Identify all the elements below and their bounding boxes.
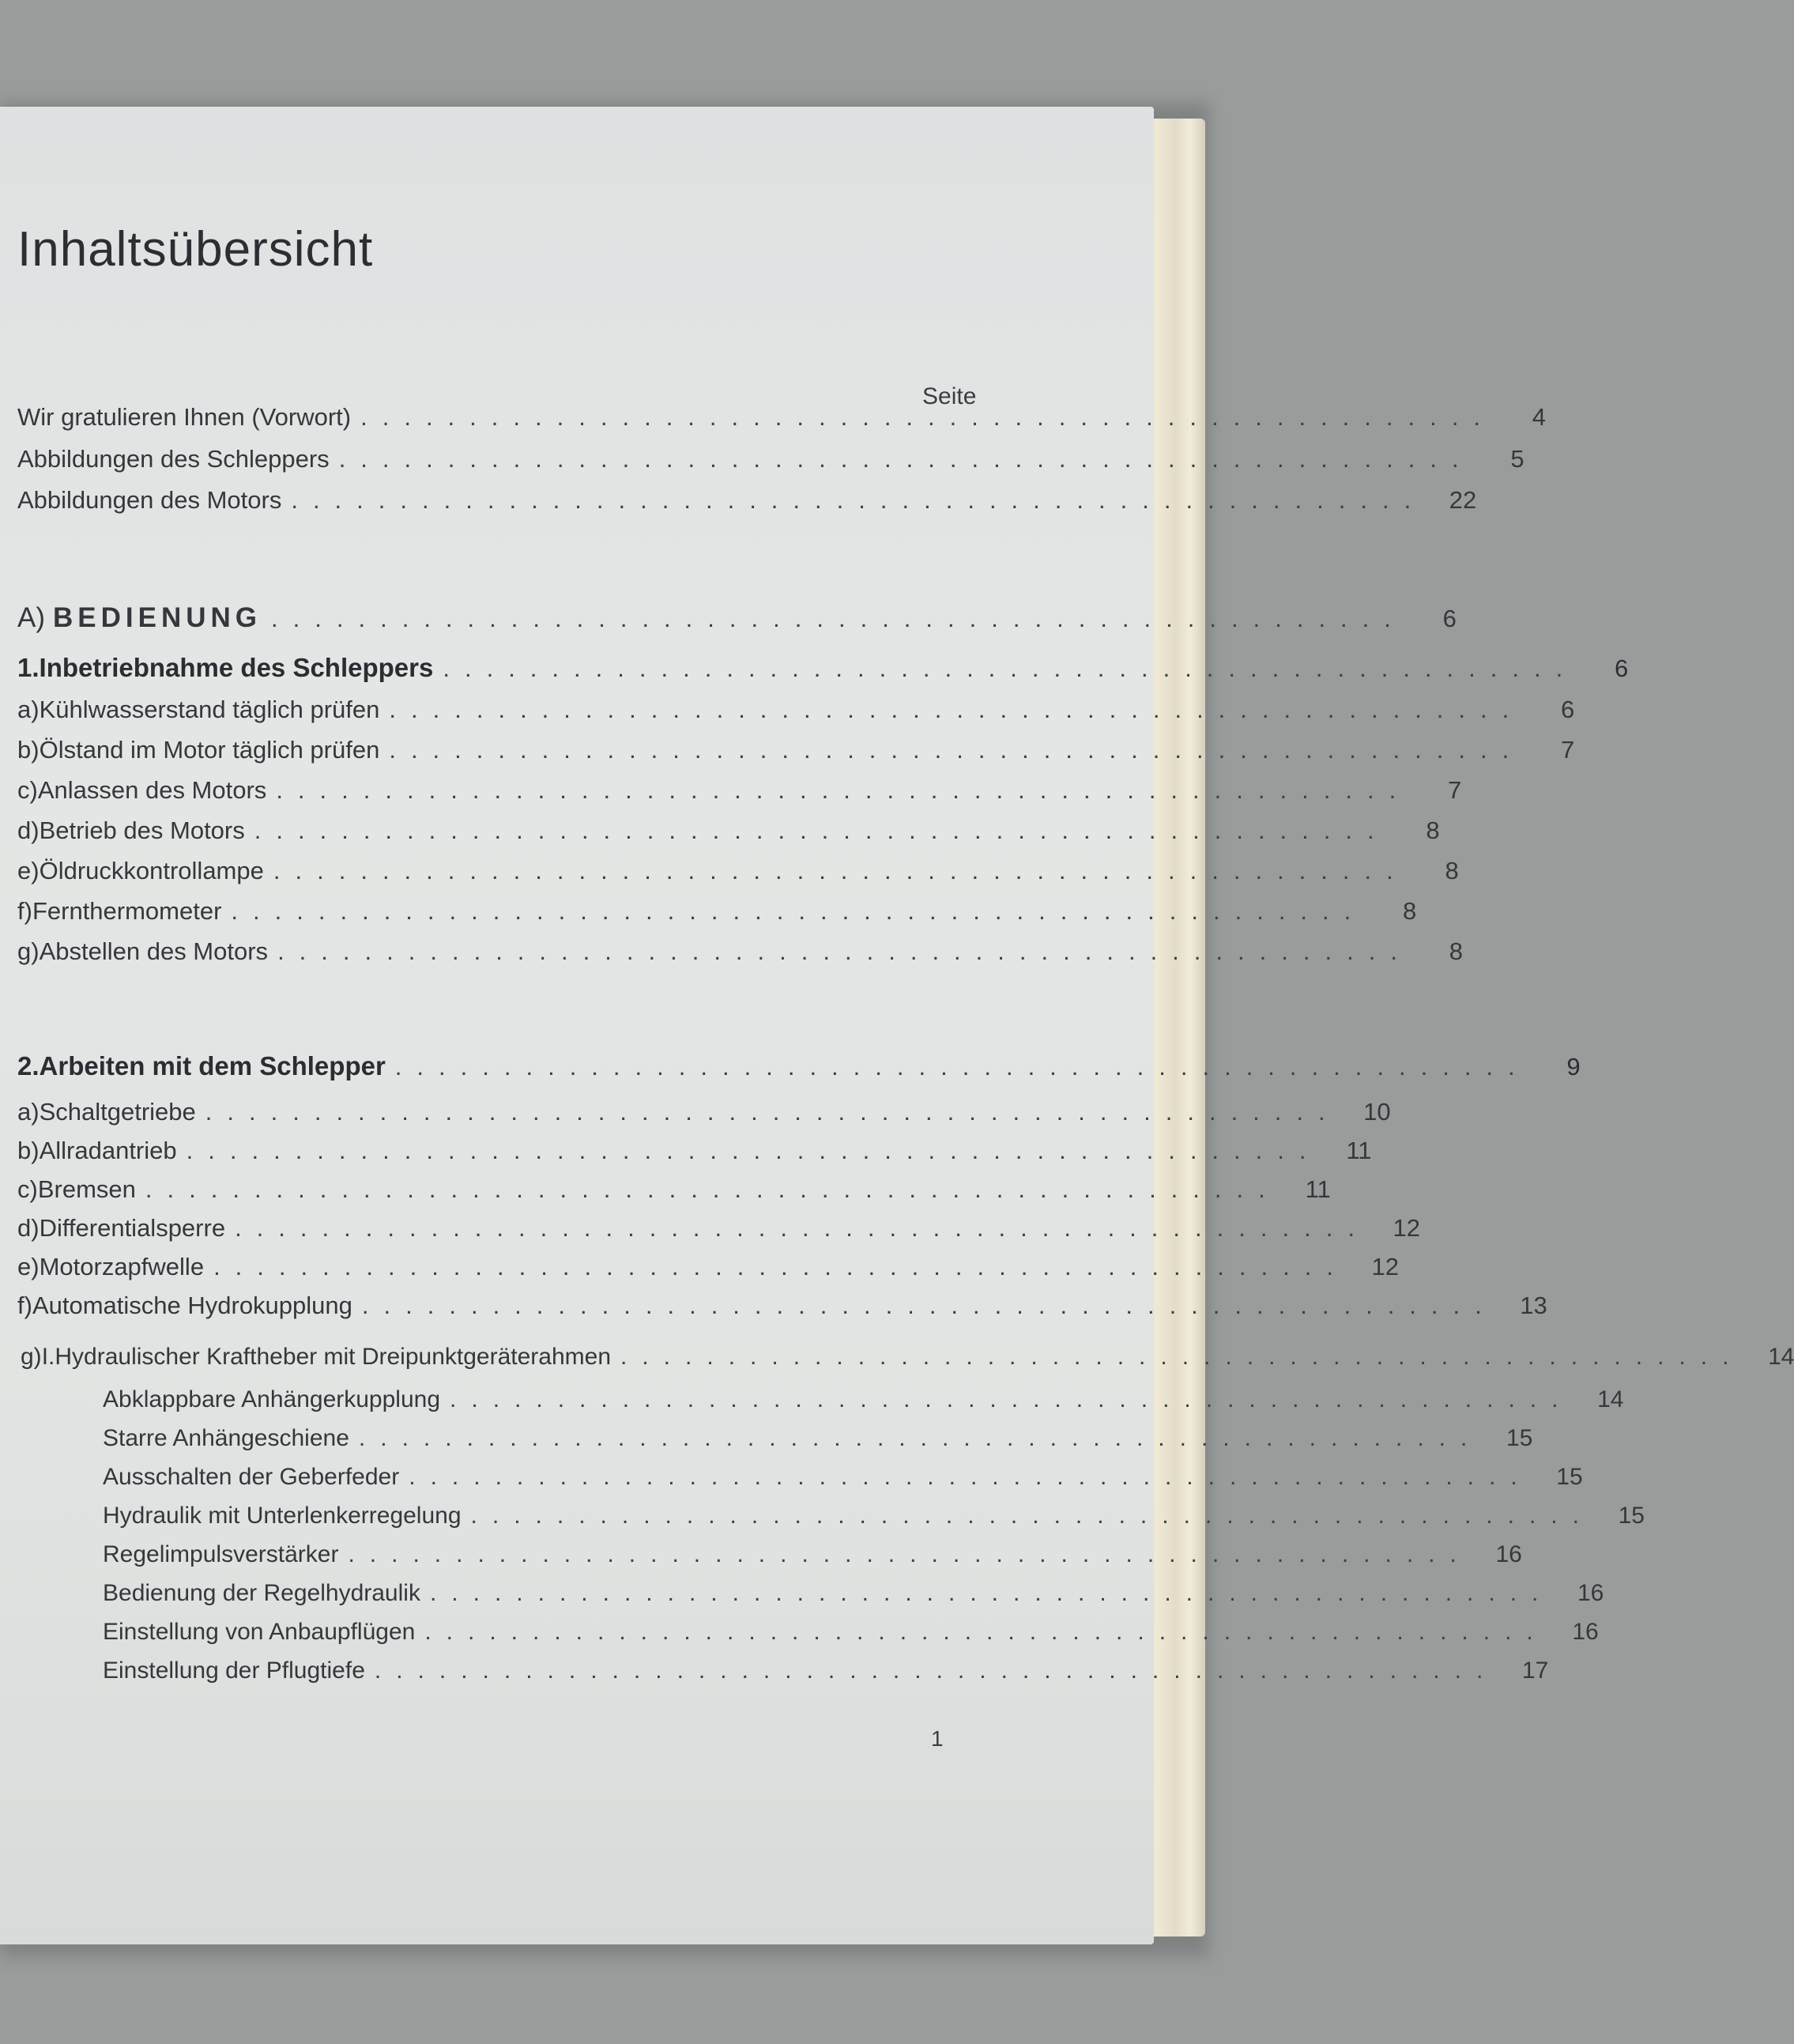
dot-leader: .................................................... [254,816,1389,844]
dot-leader: .................................................... [360,403,1495,431]
toc-entry-page: 22 [1449,486,1477,514]
toc-entry-page: 16 [1495,1541,1522,1567]
toc-entry-1a [17,696,1575,727]
dot-leader: .................................................... [231,897,1366,925]
toc-entry-label: Starre Anhängeschiene [103,1425,349,1451]
page-title: Inhaltsübersicht [17,222,374,277]
toc-entry-page: 14 [1768,1344,1794,1370]
toc-entry-page: 13 [1520,1292,1547,1319]
toc-entry-label: Differentialsperre [39,1214,226,1242]
item-marker: e) [17,857,40,884]
toc-entry-label: Einstellung von Anbaupflügen [103,1619,416,1645]
toc-entry-label: Schaltgetriebe [39,1098,196,1126]
toc-subentry [103,1425,1533,1457]
column-header-seite: Seite [922,383,977,409]
dot-leader: .................................................... [273,857,1408,884]
toc-subentry [103,1657,1549,1689]
item-marker: d) [17,816,40,844]
dot-leader: .................................................... [409,1464,1532,1490]
chapter-label: Arbeiten mit dem Schlepper [39,1051,386,1080]
toc-entry-label: Motorzapfwelle [39,1253,205,1280]
item-marker: c) [17,776,38,804]
toc-entry-label: Abbildungen des Schleppers [17,445,330,473]
section-page: 6 [1442,605,1457,632]
toc-entry-page: 8 [1403,897,1417,925]
toc-entry-label: Bremsen [37,1175,136,1203]
toc-chapter-inbetriebnahme [17,653,1629,684]
toc-subentry [103,1503,1645,1534]
toc-subentry [103,1580,1604,1612]
chapter-marker: 2. [17,1051,40,1080]
toc-entry-label: Ausschalten der Geberfeder [103,1464,400,1490]
item-marker: e) [17,1253,40,1280]
dot-leader: .................................................... [358,1425,1483,1451]
chapter-marker: 1. [17,653,40,682]
item-marker: g) [21,1344,42,1370]
dot-leader: .................................................... [186,1137,1321,1164]
toc-entry-2g [21,1344,1794,1375]
dot-leader: .................................................... [620,1344,1744,1370]
toc-entry-page: 16 [1577,1580,1604,1606]
toc-entry-2e [17,1253,1399,1284]
dot-leader: .................................................... [276,776,1411,804]
toc-entry-label: Betrieb des Motors [39,816,245,844]
dot-leader: .................................................... [424,1619,1548,1645]
toc-entry-label: Bedienung der Regelhydraulik [103,1580,420,1606]
dot-leader: .................................................... [429,1580,1554,1606]
toc-entry-1d [17,816,1440,848]
dot-leader: .................................................... [348,1541,1472,1567]
toc-entry-page: 6 [1561,696,1575,723]
toc-section-bedienung [17,602,1457,634]
dot-leader: .................................................... [271,605,1406,632]
item-marker: f) [17,897,32,925]
toc-entry-1g [17,937,1463,969]
item-marker: b) [17,736,40,764]
toc-entry-label: Automatische Hydrokupplung [32,1292,352,1319]
section-marker: A) [17,602,45,633]
dot-leader: .................................................... [213,1253,1348,1280]
toc-entry-page: 5 [1510,445,1525,473]
toc-entry-page: 11 [1305,1175,1331,1203]
toc-entry-abbildungen-schlepper [17,445,1525,477]
toc-entry-label: Einstellung der Pflugtiefe [103,1657,365,1684]
dot-leader: .................................................... [394,1053,1530,1080]
dot-leader: .................................................... [450,1386,1574,1412]
item-marker: b) [17,1137,40,1164]
item-marker: c) [17,1175,38,1203]
toc-entry-label: Hydraulik mit Unterlenkerregelung [103,1503,462,1529]
chapter-page: 6 [1614,654,1629,682]
dot-leader: .................................................... [443,654,1578,682]
toc-entry-2f [17,1292,1547,1323]
toc-entry-page: 17 [1521,1657,1549,1684]
item-marker: f) [17,1292,32,1319]
toc-subentry [103,1541,1522,1573]
toc-entry-label: Abklappbare Anhängerkupplung [103,1386,441,1412]
toc-entry-page: 8 [1426,816,1440,844]
toc-entry-page: 7 [1447,776,1462,804]
toc-entry-page: 15 [1618,1503,1645,1529]
toc-entry-label: Allradantrieb [39,1137,177,1164]
toc-subentry [103,1619,1599,1650]
toc-entry-2b [17,1137,1372,1168]
toc-entry-label: Wir gratulieren Ihnen (Vorwort) [17,403,352,431]
dot-leader: .................................................... [145,1175,1280,1203]
toc-entry-label: Ölstand im Motor täglich prüfen [39,736,380,764]
dot-leader: .................................................... [389,696,1525,723]
section-label: BEDIENUNG [53,602,262,633]
page-number: 1 [931,1726,944,1751]
toc-entry-label: Abbildungen des Motors [17,486,282,514]
item-marker: d) [17,1214,40,1242]
toc-entry-1f [17,897,1417,929]
toc-entry-vorwort [17,403,1546,435]
toc-entry-1e [17,857,1459,888]
toc-entry-2a [17,1098,1391,1129]
toc-subentry [103,1464,1583,1495]
toc-entry-label: Hydraulischer Kraftheber mit Dreipunktgeräterahmen [55,1344,612,1370]
dot-leader: .................................................... [205,1098,1340,1126]
toc-entry-page: 8 [1445,857,1459,884]
toc-entry-label: Anlassen des Motors [37,776,267,804]
toc-subentry [103,1386,1624,1418]
dot-leader: .................................................... [338,445,1474,473]
toc-entry-page: 11 [1346,1137,1372,1164]
chapter-label: Inbetriebnahme des Schleppers [39,653,434,682]
toc-entry-1c [17,776,1462,808]
toc-entry-page: 10 [1363,1098,1391,1126]
toc-entry-label: Öldruckkontrollampe [39,857,264,884]
dot-leader: .................................................... [277,937,1412,965]
toc-entry-page: 14 [1597,1386,1624,1412]
dot-leader: .................................................... [374,1657,1498,1684]
item-marker: g) [17,937,40,965]
toc-entry-page: 8 [1449,937,1463,965]
dot-leader: .................................................... [235,1214,1370,1242]
toc-entry-2c [17,1175,1331,1207]
toc-entry-label: Kühlwasserstand täglich prüfen [39,696,380,723]
toc-entry-page: 15 [1556,1464,1583,1490]
toc-entry-page: 15 [1506,1425,1533,1451]
dot-leader: .................................................... [361,1292,1497,1319]
toc-entry-1b [17,736,1575,767]
toc-entry-label: Regelimpulsverstärker [103,1541,339,1567]
toc-entry-page: 7 [1560,736,1575,764]
toc-entry-page: 12 [1371,1253,1399,1280]
toc-entry-page: 16 [1572,1619,1599,1645]
toc-entry-page: 12 [1393,1214,1420,1242]
toc-entry-label: Fernthermometer [32,897,222,925]
toc-entry-page: 4 [1532,403,1546,431]
chapter-page: 9 [1566,1053,1581,1080]
sub-marker: I. [41,1344,55,1370]
toc-chapter-arbeiten [17,1051,1581,1083]
item-marker: a) [17,696,40,723]
dot-leader: .................................................... [470,1503,1594,1529]
item-marker: a) [17,1098,40,1126]
dot-leader: .................................................... [291,486,1427,514]
toc-entry-2d [17,1214,1420,1246]
toc-entry-label: Abstellen des Motors [39,937,269,965]
toc-entry-abbildungen-motor [17,486,1477,518]
dot-leader: .................................................... [389,736,1525,764]
